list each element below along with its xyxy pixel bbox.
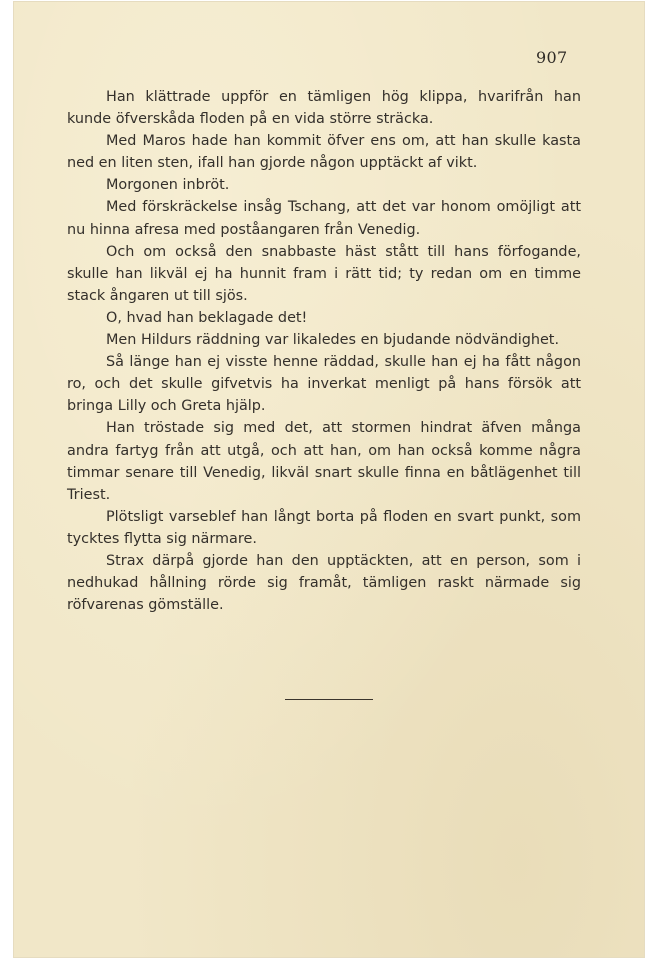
paragraph: Så länge han ej visste henne räddad, skulle han ej ha fått någon ro, och det skulle gifvetvis ha inverkat menligt på hans försök att bringa Lilly och Greta hjälp. bbox=[67, 354, 581, 415]
body-text bbox=[67, 86, 581, 616]
document-page bbox=[14, 2, 644, 957]
paragraph: Han klättrade uppför en tämligen hög klippa, hvarifrån han kunde öfverskåda floden på en vida större sträcka. bbox=[67, 89, 581, 128]
paragraph: Strax därpå gjorde han den upptäckten, att en person, som i nedhukad hållning rörde sig framåt, tämligen raskt närmade sig röfvarenas gömställe. bbox=[67, 552, 581, 614]
page-number: 907 bbox=[536, 48, 568, 67]
paragraph: O, hvad han beklagade det! bbox=[106, 309, 308, 326]
paragraph: Med Maros hade han kommit öfver ens om, att han skulle kasta ned en liten sten, ifall han gjorde någon upptäckt af vikt. bbox=[67, 133, 581, 172]
paragraph: Morgonen inbröt. bbox=[106, 177, 230, 194]
paragraph: Och om också den snabbaste häst stått till hans förfogande, skulle han likväl ej ha hunnit fram i rätt tid; ty redan om en timme stack ångaren ut till sjös. bbox=[67, 243, 581, 304]
paragraph: Med förskräckelse insåg Tschang, att det var honom omöjligt att nu hinna afresa med poståangaren från Venedig. bbox=[67, 199, 581, 238]
paragraph: Plötsligt varseblef han långt borta på floden en svart punkt, som tycktes flytta sig närmare. bbox=[67, 508, 581, 547]
section-divider bbox=[285, 699, 373, 700]
paragraph: Han tröstade sig med det, att stormen hindrat äfven många andra fartyg från att utgå, och att han, om han också komme några timmar senare till Venedig, likväl snart skulle finna en båtlägenhet till Triest. bbox=[67, 420, 581, 503]
paragraph: Men Hildurs räddning var likaledes en bjudande nödvändighet. bbox=[106, 332, 560, 349]
